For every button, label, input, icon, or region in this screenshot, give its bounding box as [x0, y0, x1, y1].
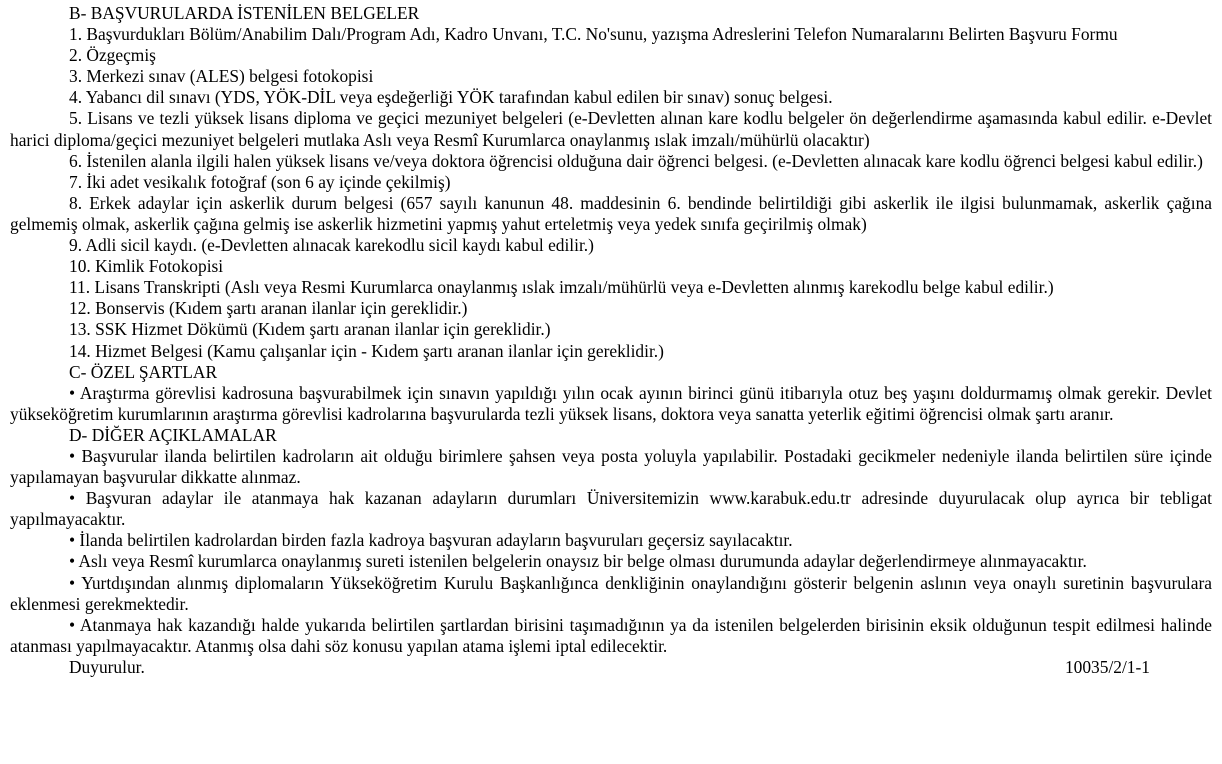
section-d-item-2: • Başvuran adaylar ile atanmaya hak kazanan adayların durumları Üniversitemizin www.karabuk.edu.tr adresinde duyurulacak olup ayrıca bir tebligat yapılmayacaktır. — [10, 488, 1212, 530]
section-b-heading: B- BAŞVURULARDA İSTENİLEN BELGELER — [69, 3, 420, 23]
reference-number: 10035/2/1-1 — [1064, 656, 1150, 677]
announcement-document — [10, 3, 1212, 678]
section-b-item-2: 2. Özgeçmiş — [69, 45, 156, 66]
section-d-item-6: • Atanmaya hak kazandığı halde yukarıda belirtilen şartlardan birisini taşımadığının ya da istenilen belgelerden birisinin eksik olduğunun tespit edilmesi halinde atanması yapılmayacaktır. Atanmış olsa dahi söz konusu yapılan atama işlemi iptal edilecektir. — [10, 614, 1212, 656]
section-b-item-11: 11. Lisans Transkripti (Aslı veya Resmi Kurumlarca onaylanmış ıslak imzalı/mühürlü veya e-Devletten alınmış karekodlu belge kabul edilir.) — [69, 277, 1054, 298]
section-b-item-4: 4. Yabancı dil sınavı (YDS, YÖK-DİL veya eşdeğerliği YÖK tarafından kabul edilen bir sınav) sonuç belgesi. — [69, 87, 833, 108]
section-d-item-1: • Başvurular ilanda belirtilen kadroların ait olduğu birimlere şahsen veya posta yoluyla yapılabilir. Postadaki gecikmeler nedeniyle ilanda belirtilen süre içinde yapılamayan başvurular dikkatte alınmaz. — [10, 445, 1212, 488]
section-d-item-3: • İlanda belirtilen kadrolardan birden fazla kadroya başvuran adayların başvuruları geçersiz sayılacaktır. — [69, 530, 793, 551]
section-c-item-1: • Araştırma görevlisi kadrosuna başvurabilmek için sınavın yapıldığı yılın ocak ayının birinci günü itibarıyla otuz beş yaşını doldurmamış olmak gerekir. Devlet yükseköğretim kurumlarının araştırma görevlisi kadrolarına başvurularda tezli yüksek lisans, doktora veya sanatta yeterlik eğitimi öğrencisi olmak şartı aranır. — [10, 382, 1212, 424]
section-d-heading: D- DİĞER AÇIKLAMALAR — [69, 424, 277, 445]
section-b-item-12: 12. Bonservis (Kıdem şartı aranan ilanlar için gereklidir.) — [69, 298, 468, 319]
section-b-item-3: 3. Merkezi sınav (ALES) belgesi fotokopisi — [69, 66, 374, 87]
section-b-item-7: 7. İki adet vesikalık fotoğraf (son 6 ay içinde çekilmiş) — [69, 171, 451, 192]
section-b-item-6: 6. İstenilen alanla ilgili halen yüksek lisans ve/veya doktora öğrencisi olduğuna dair öğrenci belgesi. (e-Devletten alınacak kare kodlu öğrenci belgesi kabul edilir.) — [69, 150, 1203, 171]
section-b-item-9: 9. Adli sicil kaydı. (e-Devletten alınacak karekodlu sicil kaydı kabul edilir.) — [69, 235, 594, 256]
section-b-item-1: 1. Başvurdukları Bölüm/Anabilim Dalı/Program Adı, Kadro Unvanı, T.C. No'sunu, yazışma Adreslerini Telefon Numaralarını Belirten Başvuru Formu — [69, 24, 1118, 45]
section-b-item-13: 13. SSK Hizmet Dökümü (Kıdem şartı aranan ilanlar için gereklidir.) — [69, 319, 551, 340]
section-d-item-5: • Yurtdışından alınmış diplomaların Yükseköğretim Kurulu Başkanlığınca denkliğinin onaylandığını gösterir belgenin aslının veya onaylı suretinin başvurulara eklenmesi gerekmektedir. — [10, 572, 1212, 614]
document-footer — [10, 657, 1212, 678]
section-c-heading: C- ÖZEL ŞARTLAR — [69, 361, 218, 382]
section-b-item-8: 8. Erkek adaylar için askerlik durum belgesi (657 sayılı kanunun 48. maddesinin 6. bendinde belirtildiği gibi askerlik ile ilgisi bulunmamak, askerlik çağına gelmemiş olmak, askerlik çağına gelmiş ise askerlik hizmetini yapmış yahut erteletmiş veya yedek sınıfa geçirilmiş olmak) — [10, 192, 1212, 234]
section-b-item-5: 5. Lisans ve tezli yüksek lisans diploma ve geçici mezuniyet belgeleri (e-Devletten alınan kare kodlu belgeler ön değerlendirme aşamasında kabul edilir. e-Devlet harici diploma/geçici mezuniyet belgeleri mutlaka Aslı veya Resmî Kurumlarca onaylanmış ıslak imzalı/mühürlü olacaktır) — [10, 108, 1212, 150]
closing-text: Duyurulur. — [69, 656, 145, 677]
section-b-item-14: 14. Hizmet Belgesi (Kamu çalışanlar için - Kıdem şartı aranan ilanlar için gereklidir.) — [69, 340, 664, 361]
section-b-item-10: 10. Kimlik Fotokopisi — [69, 256, 224, 277]
section-d-item-4: • Aslı veya Resmî kurumlarca onaylanmış sureti istenilen belgelerin onaysız bir belge olması durumunda adaylar değerlendirmeye alınmayacaktır. — [69, 551, 1087, 572]
